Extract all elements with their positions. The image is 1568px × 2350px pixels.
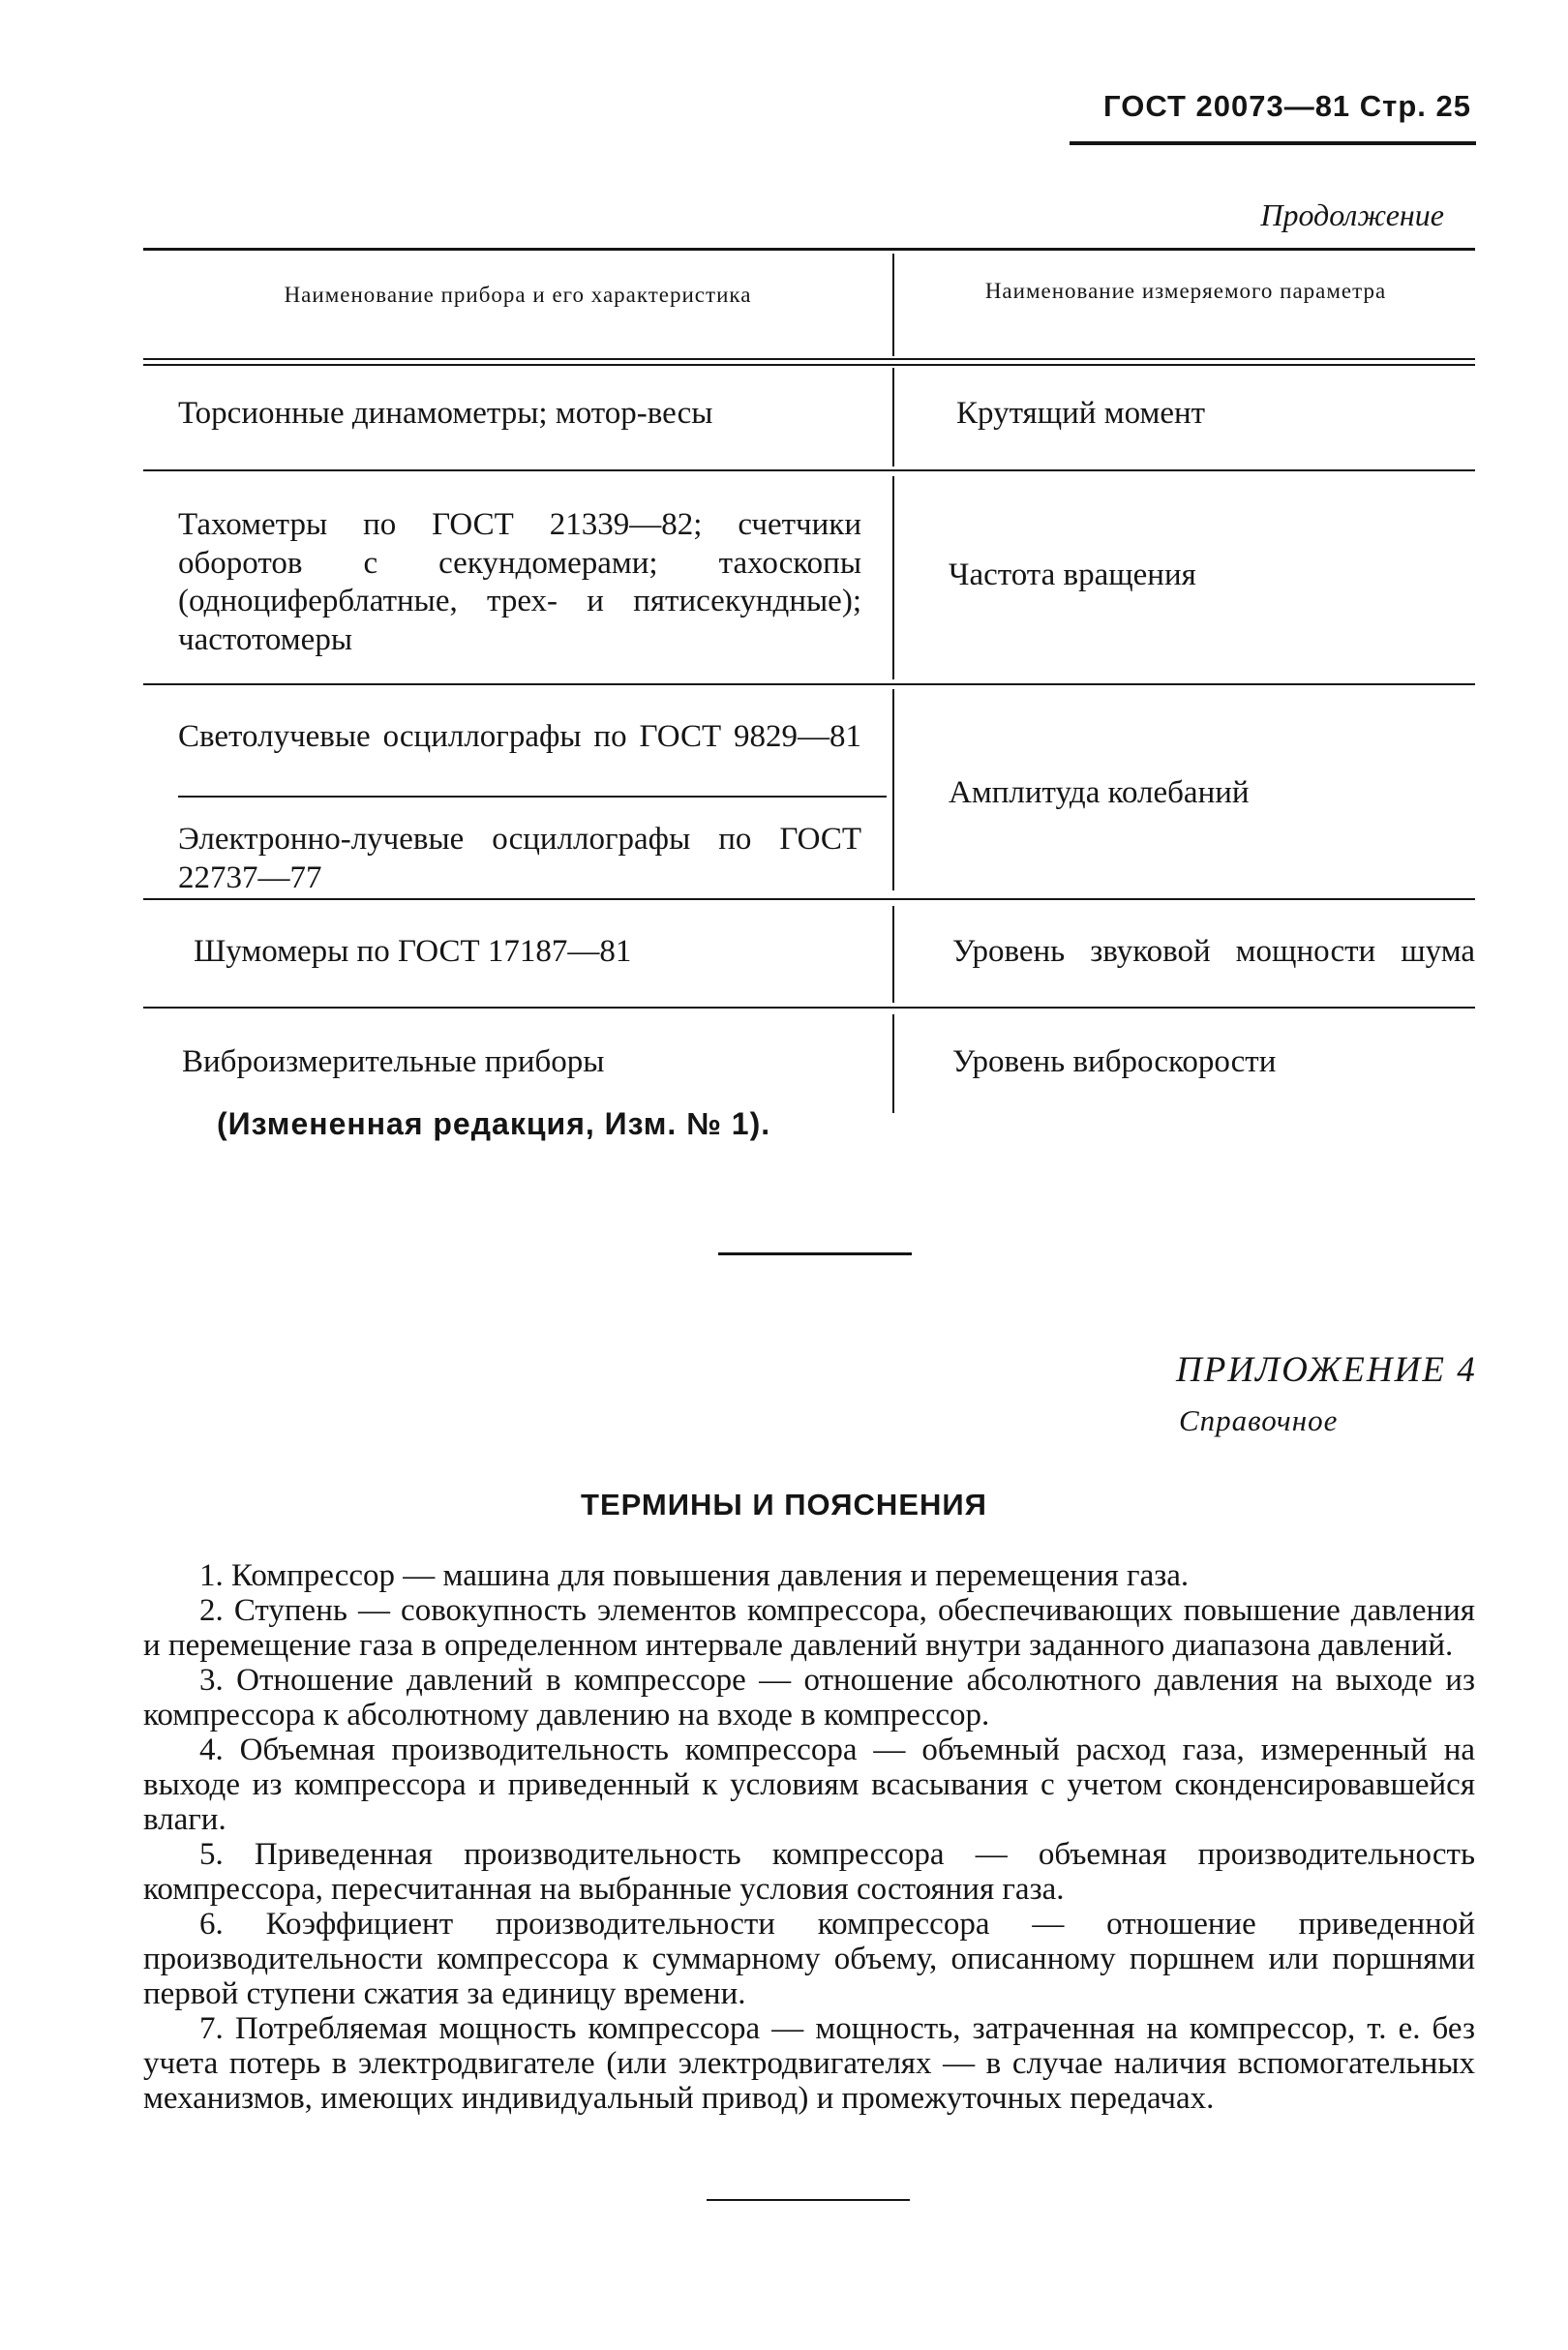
- row4-parameter: Уровень звуковой мощности шума: [952, 934, 1475, 969]
- column-divider: [892, 1014, 894, 1113]
- term-item: 5. Приведенная производительность компрессора — объемная производительность компрессора, пересчитанная на выбранные условия состояния газа.: [143, 1837, 1475, 1907]
- appendix-type: Справочное: [1179, 1403, 1339, 1437]
- row-rule: [143, 898, 1475, 900]
- continued-label: Продолжение: [1260, 197, 1444, 232]
- row1-parameter: Крутящий момент: [956, 396, 1206, 431]
- row5-parameter: Уровень виброскорости: [952, 1044, 1277, 1079]
- row-rule: [143, 1007, 1475, 1009]
- row1-instrument: Торсионные динамометры; мотор-весы: [178, 396, 713, 431]
- page-end-separator: [707, 2199, 910, 2201]
- row2-instrument: Тахометры по ГОСТ 21339—82; счетчики оборотов с секундомерами; тахоскопы (одноциферблатные, трех- и пятисекундные); частотомеры: [178, 507, 861, 657]
- header-double-rule-bottom: [143, 364, 1475, 366]
- column-header-instrument: Наименование прибора и его характеристика: [284, 283, 752, 307]
- column-divider: [892, 906, 894, 1003]
- column-divider: [892, 689, 894, 890]
- term-item: 3. Отношение давлений в компрессоре — отношение абсолютного давления на выходе из компрессора к абсолютному давлению на входе в компрессор.: [143, 1663, 1475, 1732]
- row4-instrument: Шумомеры по ГОСТ 17187—81: [194, 934, 632, 969]
- term-item: 1. Компрессор — машина для повышения давления и перемещения газа.: [199, 1558, 1190, 1593]
- row3-instrument-b: Электронно-лучевые осциллографы по ГОСТ 22737—77: [178, 822, 861, 895]
- terms-list: [143, 1558, 1475, 2116]
- row-subrule: [178, 796, 887, 798]
- header-double-rule-top: [143, 358, 1475, 360]
- column-divider: [892, 254, 894, 356]
- appendix-title: ПРИЛОЖЕНИЕ 4: [1176, 1350, 1477, 1390]
- header-rule: [1070, 141, 1476, 145]
- row-rule: [143, 683, 1475, 685]
- row-rule: [143, 469, 1475, 471]
- term-item: 7. Потребляемая мощность компрессора — мощность, затраченная на компрессор, т. е. без учета потерь в электродвигателе (или электродвигателях — в случае наличия вспомогательных механизмов, имеющих индивидуальный привод) и промежуточных передачах.: [143, 2011, 1475, 2116]
- row2-parameter: Частота вращения: [949, 557, 1196, 592]
- term-item: 4. Объемная производительность компрессора — объемный расход газа, измеренный на выходе из компрессора и приведенный к условиям всасывания с учетом сконденсировавшейся влаги.: [143, 1732, 1475, 1837]
- section-separator: [718, 1252, 912, 1255]
- term-item: 2. Ступень — совокупность элементов компрессора, обеспечивающих повышение давления и перемещение газа в определенном интервале давлений внутри заданного диапазона давлений.: [143, 1593, 1475, 1663]
- row5-instrument: Виброизмерительные приборы: [182, 1044, 605, 1079]
- row3-instrument-a: Светолучевые осциллографы по ГОСТ 9829—81: [178, 719, 861, 754]
- section-title: ТЕРМИНЫ И ПОЯСНЕНИЯ: [581, 1488, 987, 1521]
- amendment-note: (Измененная редакция, Изм. № 1).: [217, 1106, 771, 1141]
- column-divider: [892, 476, 894, 679]
- column-header-parameter: Наименование измеряемого параметра: [984, 279, 1387, 303]
- row3-parameter: Амплитуда колебаний: [949, 775, 1250, 810]
- table-top-rule: [143, 248, 1475, 251]
- term-item: 6. Коэффициент производительности компрессора — отношение приведенной производительности компрессора к суммарному объему, описанному поршнем или поршнями первой ступени сжатия за единицу времени.: [143, 1907, 1475, 2011]
- page-header: ГОСТ 20073—81 Стр. 25: [1103, 89, 1471, 123]
- column-divider: [892, 368, 894, 467]
